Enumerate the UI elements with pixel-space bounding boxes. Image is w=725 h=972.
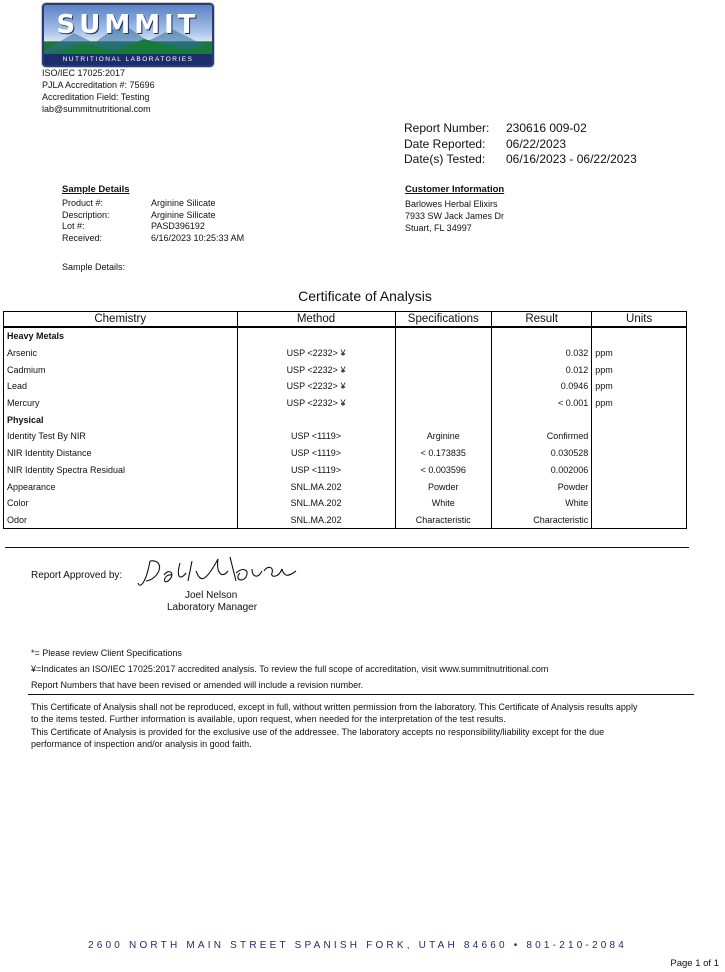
disclaimer-4: performance of inspection and/or analysis in good faith. [31, 739, 252, 749]
coa-title: Certificate of Analysis [298, 288, 432, 304]
description-label: Description: [62, 209, 110, 220]
group-physical: Physical [4, 411, 238, 428]
sample-details [62, 184, 244, 244]
pjla-line: PJLA Accreditation #: 75696 [42, 80, 155, 90]
customer-heading: Customer Information [405, 184, 505, 195]
received-value: 6/16/2023 10:25:33 AM [151, 232, 245, 243]
customer-name: Barlowes Herbal Elixirs [405, 199, 498, 209]
customer-street: 7933 SW Jack James Dr [405, 211, 505, 221]
lot-value: PASD396192 [151, 221, 205, 231]
header-specifications: Specifications [395, 312, 492, 328]
table-row: Lead USP <2232> ¥ 0.0946 ppm [4, 378, 687, 395]
report-number: 230616 009-02 [506, 121, 587, 135]
description-value: Arginine Silicate [151, 209, 216, 220]
summit-logo [42, 3, 214, 67]
dates-tested-label: Date(s) Tested: [404, 152, 486, 166]
header-chemistry: Chemistry [4, 312, 238, 328]
divider [5, 547, 689, 548]
product-value: Arginine Silicate [151, 198, 216, 208]
header-method: Method [237, 312, 395, 328]
logo-wordmark: SUMMIT [56, 10, 200, 40]
lab-email: lab@summitnutritional.com [42, 104, 151, 114]
group-heavy-metals: Heavy Metals [4, 327, 238, 345]
lot-label: Lot #: [62, 221, 85, 231]
header-units: Units [592, 312, 687, 328]
logo-subtitle: NUTRITIONAL LABORATORIES [44, 54, 212, 65]
table-row: NIR Identity Spectra Residual USP <1119> < 0.003596 0.002006 [4, 462, 687, 479]
note-accredited: ¥=Indicates an ISO/IEC 17025:2017 accredited analysis. To review the full scope of accreditation, visit www.summitnutritional.com [31, 664, 549, 674]
table-row: Color SNL.MA.202 White White [4, 495, 687, 512]
sample-details-label: Sample Details: [62, 262, 126, 272]
table-row: Identity Test By NIR USP <1119> Arginine Confirmed [4, 428, 687, 445]
note-revision: Report Numbers that have been revised or amended will include a revision number. [31, 680, 364, 690]
table-row: Appearance SNL.MA.202 Powder Powder [4, 478, 687, 495]
table-row: Odor SNL.MA.202 Characteristic Characteristic [4, 512, 687, 529]
accreditation-field: Accreditation Field: Testing [42, 92, 150, 102]
approver-name: Joel Nelson [185, 590, 238, 601]
sample-details-heading: Sample Details [62, 184, 130, 195]
table-row: NIR Identity Distance USP <1119> < 0.173835 0.030528 [4, 445, 687, 462]
report-number-label: Report Number: [404, 121, 490, 135]
approved-by-label: Report Approved by: [31, 570, 123, 581]
signature [136, 553, 301, 593]
dates-tested: 06/16/2023 - 06/22/2023 [506, 152, 637, 166]
header-result: Result [492, 312, 592, 328]
table-row: Mercury USP <2232> ¥ < 0.001 ppm [4, 395, 687, 412]
disclaimer-3: This Certificate of Analysis is provided for the exclusive use of the addressee. The laboratory accepts no responsibility/liability except for the due [31, 727, 605, 737]
results-table [3, 311, 687, 529]
footer-address: 2600 NORTH MAIN STREET SPANISH FORK, UTAH 84660 • 801-210-2084 [88, 940, 628, 951]
report-meta [404, 121, 637, 168]
product-label: Product #: [62, 198, 104, 208]
date-reported: 06/22/2023 [506, 136, 567, 151]
disclaimer-2: to the items tested. Further information is available, upon request, when needed for the interpretation of the test results. [31, 714, 506, 724]
customer-city: Stuart, FL 34997 [405, 223, 472, 233]
customer-info [405, 184, 504, 234]
received-label: Received: [62, 232, 103, 243]
approver-title: Laboratory Manager [167, 602, 258, 613]
divider [28, 694, 694, 695]
note-client-specs: *= Please review Client Specifications [31, 648, 182, 658]
table-row: Arsenic USP <2232> ¥ 0.032 ppm [4, 345, 687, 362]
date-reported-label: Date Reported: [404, 136, 486, 151]
table-row: Cadmium USP <2232> ¥ 0.012 ppm [4, 361, 687, 378]
disclaimer-1: This Certificate of Analysis shall not be reproduced, except in full, without written permission from the laboratory. This Certificate of Analysis results apply [31, 702, 638, 712]
page-number: Page 1 of 1 [670, 958, 719, 969]
iso-line: ISO/IEC 17025:2017 [42, 68, 126, 78]
